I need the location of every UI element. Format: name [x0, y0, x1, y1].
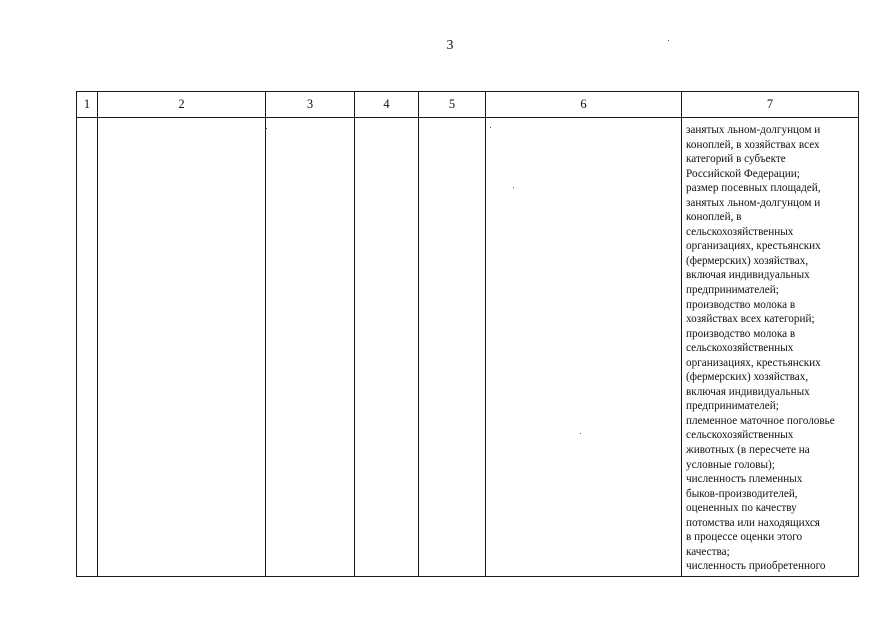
- scan-speck: [668, 40, 669, 41]
- scan-speck: [513, 187, 514, 188]
- scan-speck: [580, 433, 581, 434]
- text-line: численность племенных: [686, 473, 803, 486]
- cell-col-1: [77, 118, 98, 577]
- text-line: предпринимателей;: [686, 284, 779, 297]
- text-line: животных (в пересчете на: [686, 444, 810, 457]
- scan-speck: [266, 128, 267, 129]
- cell-col-6: [486, 118, 682, 577]
- text-line: занятых льном-долгунцом и: [686, 196, 821, 209]
- text-line: коноплей, в: [686, 211, 742, 224]
- table-header-row: [77, 92, 859, 118]
- text-line: (фермерских) хозяйствах,: [686, 371, 809, 384]
- page-number: 3: [446, 38, 454, 53]
- text-line: Российской Федерации;: [686, 167, 800, 180]
- cell-col-5: [419, 118, 486, 577]
- header-col-3: 3: [266, 92, 355, 118]
- cell-col-3: [266, 118, 355, 577]
- text-line: качества;: [686, 545, 730, 558]
- text-line: сельскохозяйственных: [686, 342, 794, 355]
- text-line: размер посевных площадей,: [686, 182, 821, 195]
- text-line: организациях, крестьянских: [686, 356, 821, 369]
- scan-speck: [490, 127, 491, 128]
- text-line: хозяйствах всех категорий;: [686, 313, 815, 326]
- cell-col-4: [355, 118, 419, 577]
- text-line: (фермерских) хозяйствах,: [686, 254, 809, 267]
- text-line: коноплей, в хозяйствах всех: [686, 138, 820, 151]
- text-line: организациях, крестьянских: [686, 240, 821, 253]
- document-table: [76, 91, 859, 577]
- header-col-6: 6: [486, 92, 682, 118]
- header-col-2: 2: [98, 92, 266, 118]
- text-line: племенное маточное поголовье: [686, 414, 835, 427]
- header-col-4: 4: [355, 92, 419, 118]
- text-line: оцененных по качеству: [686, 502, 797, 515]
- table-row: [77, 118, 859, 577]
- text-line: включая индивидуальных: [686, 385, 810, 398]
- text-line: сельскохозяйственных: [686, 429, 794, 442]
- text-line: потомства или находящихся: [686, 516, 820, 529]
- text-line: производство молока в: [686, 298, 796, 311]
- cell-col-7-text: [682, 118, 858, 574]
- text-line: в процессе оценки этого: [686, 531, 803, 544]
- text-line: включая индивидуальных: [686, 269, 810, 282]
- text-line: сельскохозяйственных: [686, 225, 794, 238]
- text-line: производство молока в: [686, 327, 796, 340]
- header-col-5: 5: [419, 92, 486, 118]
- text-line: численность приобретенного: [686, 560, 826, 573]
- text-line: занятых льном-долгунцом и: [686, 124, 821, 136]
- text-line: условные головы);: [686, 458, 775, 471]
- text-line: категорий в субъекте: [686, 153, 786, 166]
- header-col-7: 7: [682, 92, 859, 118]
- header-col-1: 1: [77, 92, 98, 118]
- text-line: предпринимателей;: [686, 400, 779, 413]
- cell-col-2: [98, 118, 266, 577]
- cell-col-7: [682, 118, 859, 577]
- text-line: быков-производителей,: [686, 487, 798, 500]
